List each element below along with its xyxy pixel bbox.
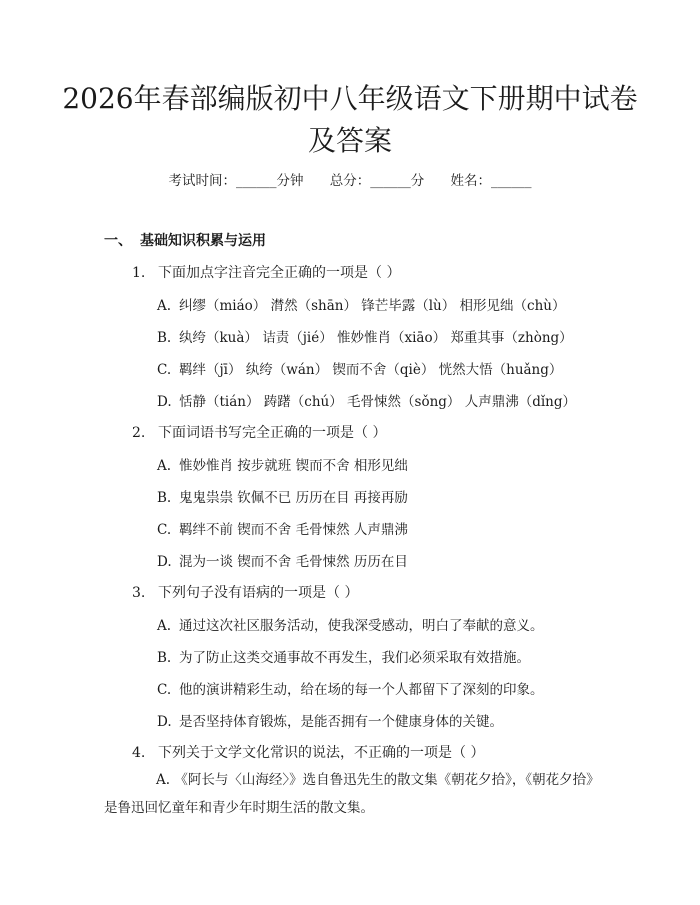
- option-text: 恬静（tián） 踌躇（chú） 毛骨悚然（sǒng） 人声鼎沸（dǐng）: [179, 394, 576, 410]
- option-letter: D.: [157, 714, 172, 730]
- question-text: 下列句子没有语病的一项是（ ）: [158, 585, 359, 601]
- question-number: 3.: [132, 585, 146, 601]
- option-letter: C.: [157, 522, 172, 538]
- option-text: 惟妙惟肖 按步就班 锲而不舍 相形见绌: [179, 458, 408, 474]
- option-letter: D.: [157, 554, 172, 570]
- question-3-option-d: [157, 710, 503, 730]
- question-2: [132, 422, 386, 442]
- exam-time-field: 考试时间：______分钟: [168, 173, 304, 189]
- option-text: 羁绊不前 锲而不舍 毛骨悚然 人声鼎沸: [179, 522, 408, 538]
- question-text: 下面词语书写完全正确的一项是（ ）: [158, 425, 387, 441]
- question-number: 1.: [132, 265, 146, 281]
- option-letter: A.: [157, 458, 172, 474]
- question-1-option-d: [157, 390, 576, 410]
- option-letter: D.: [157, 394, 172, 410]
- question-3-option-b: [157, 646, 530, 666]
- option-text: 混为一谈 锲而不舍 毛骨悚然 历历在目: [179, 554, 408, 570]
- option-text: 纨绔（kuà） 诘责（jié） 惟妙惟肖（xiāo） 郑重其事（zhòng）: [179, 330, 573, 346]
- option-letter: A.: [157, 618, 172, 634]
- option-text: 纠缪（miáo） 潸然（shān） 锋芒毕露（lù） 相形见绌（chù）: [179, 298, 566, 314]
- option-letter: B.: [157, 490, 172, 506]
- question-1-option-c: [157, 358, 562, 378]
- section-number: 一、: [104, 233, 132, 249]
- question-number: 2.: [132, 425, 146, 441]
- option-letter: C.: [157, 682, 172, 698]
- question-3: [132, 582, 358, 602]
- option-text: 通过这次社区服务活动，使我深受感动，明白了奉献的意义。: [179, 618, 544, 634]
- question-text: 下列关于文学文化常识的说法，不正确的一项是（ ）: [158, 745, 485, 761]
- option-text: 是否坚持体育锻炼，是能否拥有一个健康身体的关键。: [179, 714, 503, 730]
- option-letter: B.: [157, 330, 172, 346]
- question-1-option-b: [157, 326, 573, 346]
- section-heading: [104, 230, 266, 250]
- page-title: 2026年春部编版初中八年级语文下册期中试卷及答案: [62, 82, 638, 157]
- question-3-option-c: [157, 678, 544, 698]
- total-score-field: 总分：______分: [329, 173, 425, 189]
- student-name-field: 姓名：______: [450, 173, 532, 189]
- question-2-option-c: [157, 518, 408, 538]
- question-text: 下面加点字注音完全正确的一项是（ ）: [158, 265, 401, 281]
- question-2-option-d: [157, 550, 408, 570]
- question-1: [132, 262, 400, 282]
- question-2-option-b: [157, 486, 408, 506]
- question-4: [132, 742, 484, 762]
- option-text: 他的演讲精彩生动，给在场的每一个人都留下了深刻的印象。: [179, 682, 544, 698]
- option-letter: A.: [157, 298, 172, 314]
- exam-info-line: [0, 169, 700, 189]
- option-letter: B.: [157, 650, 172, 666]
- option-text: 为了防止这类交通事故不再发生，我们必须采取有效措施。: [179, 650, 530, 666]
- option-text: 鬼鬼祟祟 钦佩不已 历历在目 再接再励: [179, 490, 408, 506]
- option-letter: C.: [157, 362, 172, 378]
- section-title: 基础知识积累与运用: [140, 233, 266, 249]
- question-2-option-a: [157, 454, 408, 474]
- question-1-option-a: [157, 294, 566, 314]
- option-text: 羁绊（jī） 纨绔（wán） 锲而不舍（qiè） 恍然大悟（huǎng）: [179, 362, 563, 378]
- question-number: 4.: [132, 745, 146, 761]
- question-3-option-a: [157, 614, 544, 634]
- question-4-option-a: A. 《阿长与〈山海经〉》选自鲁迅先生的散文集《朝花夕拾》，《朝花夕拾》是鲁迅回忆童年和青少年时期生活的散文集。: [104, 772, 593, 816]
